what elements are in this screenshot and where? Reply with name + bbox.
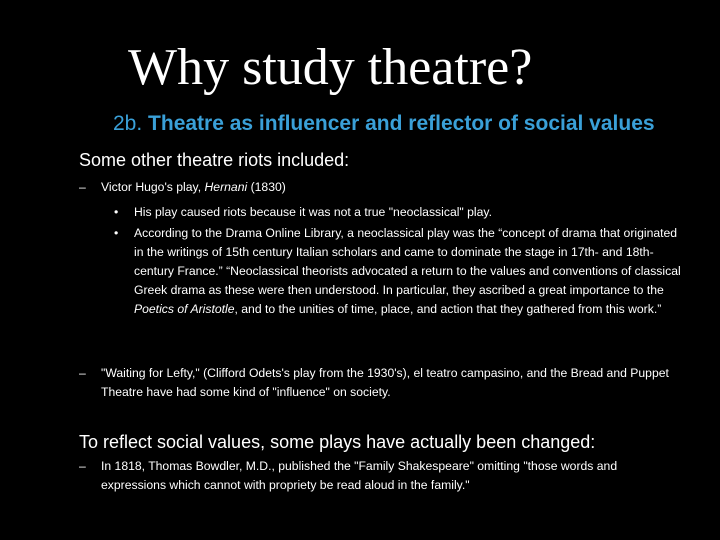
list-item-hugo (79, 178, 684, 197)
subtitle-text: Theatre as influencer and reflector of social values (148, 112, 655, 135)
bullet-marker: • (114, 226, 119, 240)
slide-title: Why study theatre? (128, 39, 533, 96)
heading-theatre-riots: Some other theatre riots included: (79, 150, 350, 170)
heading-reflect-values: To reflect social values, some plays have actually been changed: (79, 432, 596, 452)
hugo-prefix: Victor Hugo's play, (101, 180, 205, 194)
dash-marker: – (79, 459, 86, 473)
play-title-hernani: Hernani (204, 180, 248, 194)
sub-item-hugo-reason (112, 203, 684, 222)
list-item-bowdler (79, 457, 684, 495)
subtitle-number: 2b. (113, 112, 143, 135)
work-title-poetics: Poetics of Aristotle (134, 302, 235, 316)
sub-item-text: His play caused riots because it was not a true "neoclassical" play. (134, 205, 492, 219)
definition-part2: , and to the unities of time, place, and action that they gathered from this work.” (234, 302, 662, 316)
bullet-marker: • (114, 205, 119, 219)
hugo-year: (1830) (247, 180, 286, 194)
slide-subtitle (113, 110, 655, 138)
sub-item-neoclassical-definition (112, 224, 684, 319)
list-item-text: "Waiting for Lefty," (Clifford Odets's play from the 1930's), el teatro campasino, and the Bread and Puppet Theatre have had some kind of "influence" on society. (101, 366, 669, 399)
list-item-other-riots (79, 364, 684, 402)
dash-marker: – (79, 366, 86, 380)
definition-part1: According to the Drama Online Library, a neoclassical play was the “concept of drama that originated in the writings of 15th century Italian scholars and came to dominate the stage in 17th- and 18th-century France.” “Neoclassical theorists advocated a return to the values and conventions of classical Greek drama as these were then understood. In particular, they ascribed a great importance to the (134, 226, 681, 297)
dash-marker: – (79, 180, 86, 194)
list-item-text: In 1818, Thomas Bowdler, M.D., published the "Family Shakespeare" omitting "those words and expressions which cannot with propriety be read aloud in the family." (101, 459, 618, 492)
sub-item-text (134, 224, 684, 319)
list-item-text (101, 178, 684, 197)
